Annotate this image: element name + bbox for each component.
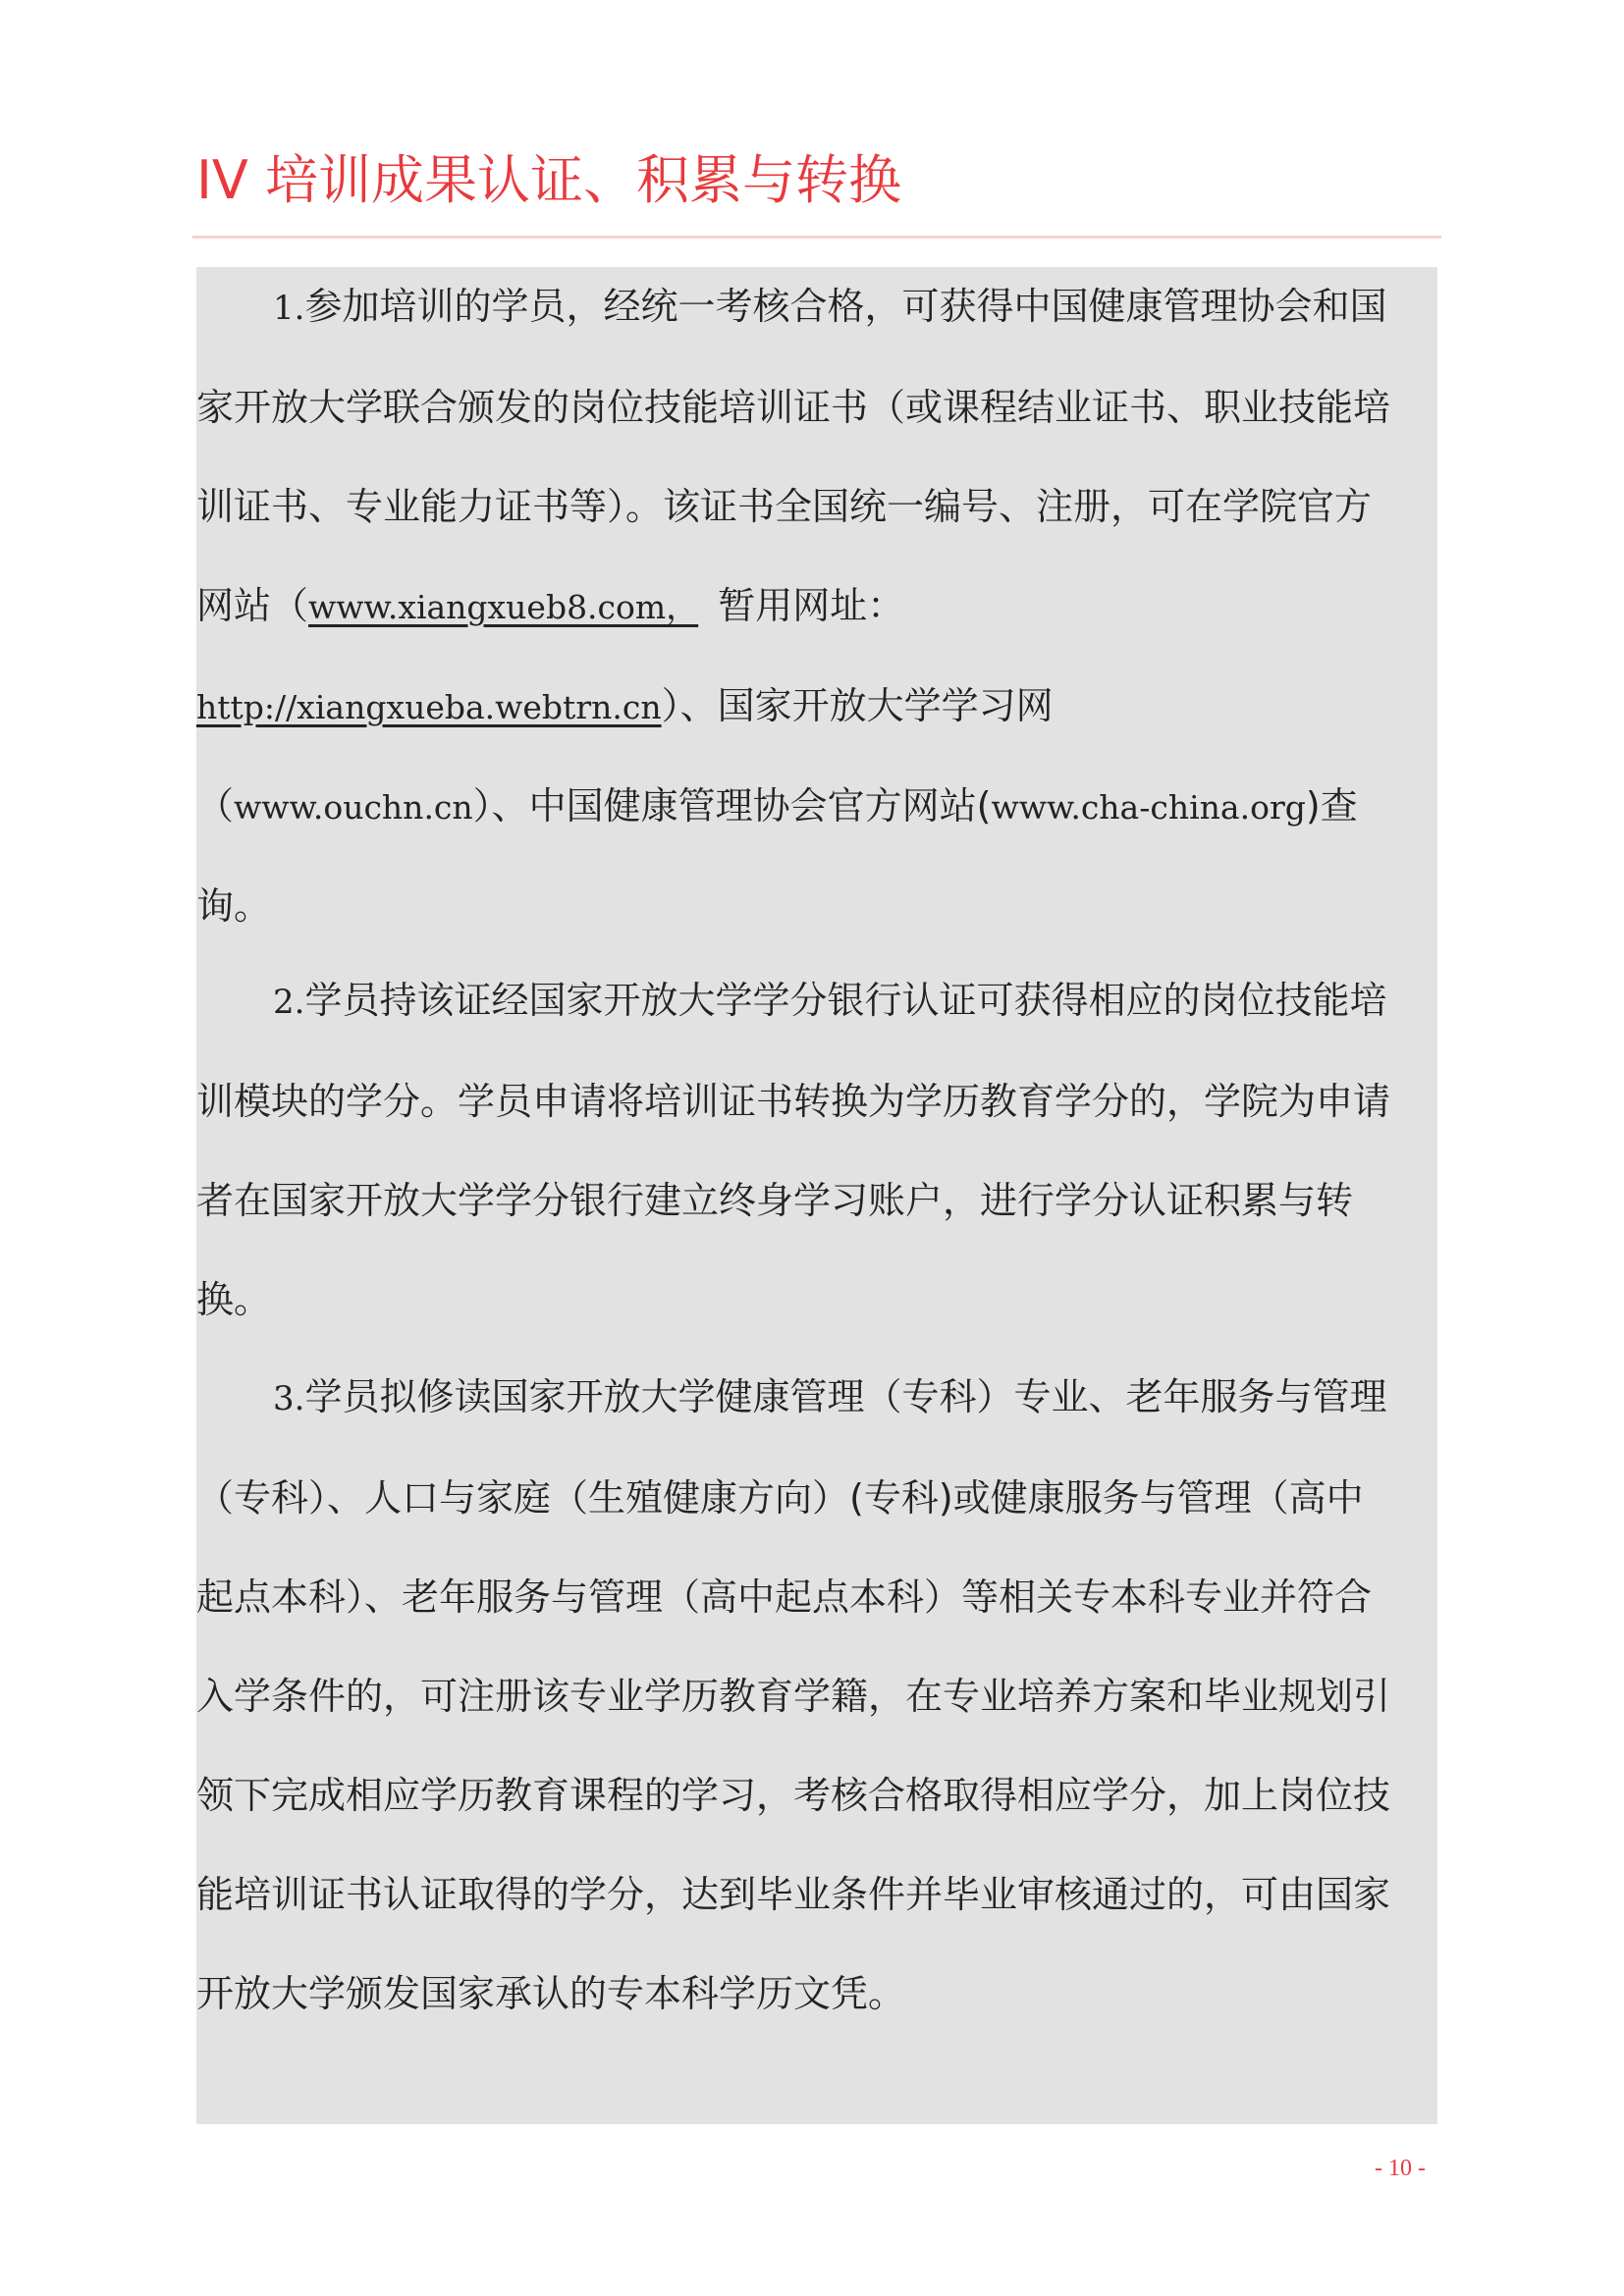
paragraph-3 <box>196 1348 1434 2044</box>
paragraph-line: 3.学员拟修读国家开放大学健康管理（专科）专业、老年服务与管理 <box>273 1375 1387 1418</box>
paragraph-line: 起点本科）、老年服务与管理（高中起点本科）等相关专本科专业并符合 <box>196 1575 1373 1619</box>
website-link-xiangxueb8[interactable]: www.xiangxueb8.com， <box>308 588 699 626</box>
paragraph-line: 开放大学颁发国家承认的专本科学历文凭。 <box>196 1972 906 2015</box>
paragraph-line: （www.ouchn.cn）、中国健康管理协会官方网站(www.cha-china.org)查 <box>196 784 1358 828</box>
paragraph-line: 入学条件的，可注册该专业学历教育学籍，在专业培养方案和毕业规划引 <box>196 1675 1391 1718</box>
paragraph-line: 2.学员持该证经国家开放大学学分银行认证可获得相应的岗位技能培 <box>273 979 1387 1022</box>
paragraph-line: 训证书、专业能力证书等）。该证书全国统一编号、注册，可在学院官方 <box>196 485 1373 528</box>
page-number: - 10 - <box>1375 2156 1426 2181</box>
paragraph-line: 训模块的学分。学员申请将培训证书转换为学历教育学分的，学院为申请 <box>196 1080 1391 1123</box>
paragraph-line: 能培训证书认证取得的学分，达到毕业条件并毕业审核通过的，可由国家 <box>196 1873 1391 1916</box>
paragraph-line: http://xiangxueba.webtrn.cn）、国家开放大学学习网 <box>196 684 1054 727</box>
paragraph-line: 换。 <box>196 1278 272 1321</box>
paragraph-number: 3. <box>273 1379 305 1418</box>
website-cha-china: www.cha-china.org <box>991 788 1306 827</box>
paragraph-line: （专科）、人口与家庭（生殖健康方向）(专科)或健康服务与管理（高中 <box>196 1476 1364 1520</box>
section-heading: IV 培训成果认证、积累与转换 <box>196 149 902 211</box>
paragraph-2 <box>196 951 1434 1350</box>
website-link-webtrn[interactable]: http://xiangxueba.webtrn.cn <box>196 688 662 726</box>
paragraph-line: 询。 <box>196 884 272 928</box>
paragraph-line: 领下完成相应学历教育课程的学习，考核合格取得相应学分，加上岗位技 <box>196 1774 1391 1817</box>
website-ouchn: www.ouchn.cn <box>234 788 473 827</box>
paragraph-line: 者在国家开放大学学分银行建立终身学习账户，进行学分认证积累与转 <box>196 1179 1354 1222</box>
paragraph-1 <box>196 257 1434 956</box>
heading-divider <box>192 236 1441 239</box>
paragraph-number: 2. <box>273 983 305 1022</box>
paragraph-line: 网站（www.xiangxueb8.com， 暂用网址： <box>196 584 905 627</box>
paragraph-line: 家开放大学联合颁发的岗位技能培训证书（或课程结业证书、职业技能培 <box>196 386 1391 429</box>
paragraph-number: 1. <box>273 289 305 328</box>
paragraph-line: 1.参加培训的学员，经统一考核合格，可获得中国健康管理协会和国 <box>273 285 1387 328</box>
